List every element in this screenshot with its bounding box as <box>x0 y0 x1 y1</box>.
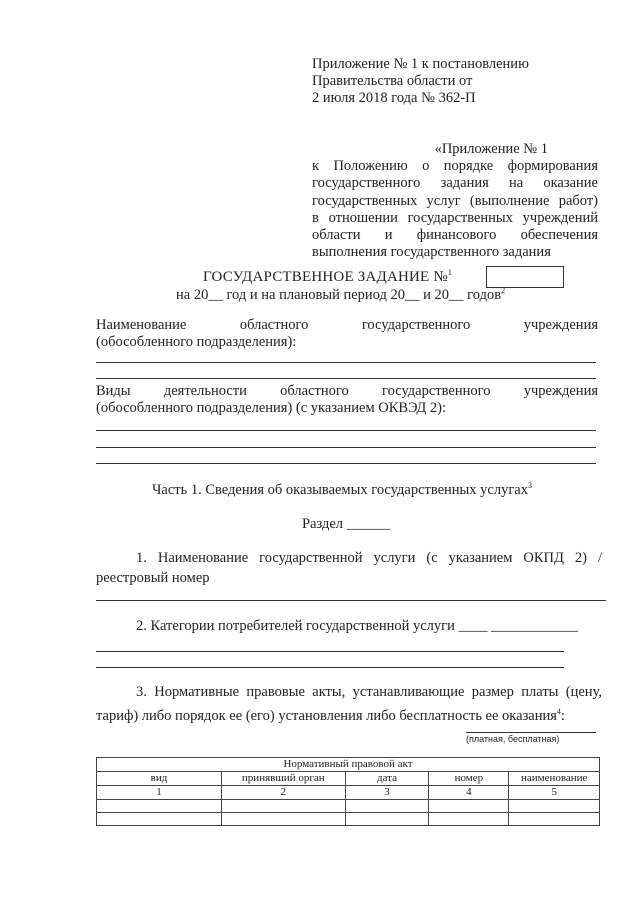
appendix-sub-line: выполнения государственного задания <box>312 244 551 261</box>
institution-name-block <box>96 317 598 351</box>
legal-acts-item <box>96 683 602 726</box>
column-header: принявший орган <box>221 772 345 786</box>
table-cell[interactable] <box>509 813 600 826</box>
part-heading-text: Часть 1. Сведения об оказываемых государственных услугах <box>152 481 528 498</box>
fill-line[interactable] <box>96 651 564 652</box>
fill-line[interactable] <box>96 600 606 601</box>
column-number: 4 <box>429 786 509 800</box>
appendix-sub-line: к Положению о порядке формирования <box>312 158 598 175</box>
assignment-number-field[interactable] <box>486 266 564 288</box>
footnote-mark: 1 <box>447 268 453 277</box>
service-name-line: 1. Наименование государственной услуги (с указанием ОКПД 2) / <box>136 550 602 566</box>
section-heading: Раздел ______ <box>302 516 391 532</box>
table-cell[interactable] <box>221 800 345 813</box>
footnote-mark: 3 <box>527 481 532 490</box>
table-cell[interactable] <box>429 813 509 826</box>
appendix-sub <box>312 141 598 261</box>
appendix-header-line: 2 июля 2018 года № 362-П <box>312 90 476 106</box>
table-header-row <box>97 758 600 772</box>
table-cell[interactable] <box>345 800 429 813</box>
table-number-row <box>97 786 600 800</box>
table-column-header-row <box>97 772 600 786</box>
column-number: 1 <box>97 786 222 800</box>
fill-line[interactable] <box>96 362 596 363</box>
appendix-header-line: Приложение № 1 к постановлению <box>312 56 529 72</box>
part-heading <box>152 481 532 499</box>
column-header: вид <box>97 772 222 786</box>
service-name-item <box>96 548 602 588</box>
column-number: 2 <box>221 786 345 800</box>
legal-acts-colon: : <box>560 707 565 724</box>
appendix-header-line: Правительства области от <box>312 73 473 89</box>
activity-types-line: Виды деятельности областного государственного учреждения <box>96 383 598 399</box>
appendix-sub-line: государственного задания на оказание <box>312 175 598 192</box>
table-cell[interactable] <box>345 813 429 826</box>
fill-line[interactable] <box>96 378 596 379</box>
table-row <box>97 813 600 826</box>
fill-line[interactable] <box>96 430 596 431</box>
legal-acts-line-text: тариф) либо порядок ее (его) установления либо бесплатность ее оказания <box>96 707 557 724</box>
column-number: 5 <box>509 786 600 800</box>
footnote-mark: 2 <box>501 286 506 295</box>
table-row <box>97 800 600 813</box>
table-group-header: Нормативный правовой акт <box>97 758 600 772</box>
institution-name-line: (обособленного подразделения): <box>96 334 297 350</box>
subtitle-text: на 20__ год и на плановый период 20__ и 20__ годов <box>176 286 502 303</box>
table-cell[interactable] <box>221 813 345 826</box>
table-cell[interactable] <box>509 800 600 813</box>
table-cell[interactable] <box>429 800 509 813</box>
title-text: ГОСУДАРСТВЕННОЕ ЗАДАНИЕ № <box>203 269 448 285</box>
column-header: номер <box>429 772 509 786</box>
legal-acts-line: 3. Нормативные правовые акты, устанавливающие размер платы (цену, <box>136 684 602 700</box>
fill-line[interactable] <box>96 463 596 464</box>
activity-types-line: (обособленного подразделения) (с указанием ОКВЭД 2): <box>96 400 447 416</box>
activity-types-block <box>96 383 598 417</box>
column-header: дата <box>345 772 429 786</box>
document-subtitle <box>176 286 505 304</box>
legal-acts-line <box>96 702 602 726</box>
legal-acts-table <box>96 757 600 826</box>
fill-line[interactable] <box>466 732 596 733</box>
appendix-header <box>312 56 529 107</box>
appendix-sub-line: «Приложение № 1 <box>434 141 548 157</box>
consumer-categories-item: 2. Категории потребителей государственной услуги ____ ____________ <box>136 618 579 634</box>
column-header: наименование <box>509 772 600 786</box>
service-name-line: реестровый номер <box>96 570 210 586</box>
appendix-sub-line: в отношении государственных учреждений <box>312 209 598 226</box>
fill-line[interactable] <box>96 667 564 668</box>
document-title <box>203 268 452 286</box>
appendix-sub-line: государственных услуг (выполнение работ) <box>312 192 598 209</box>
institution-name-line: Наименование областного государственного учреждения <box>96 317 598 333</box>
fill-hint: (платная, бесплатная) <box>466 734 560 744</box>
appendix-sub-line: области и финансового обеспечения <box>312 227 598 244</box>
table-cell[interactable] <box>97 813 222 826</box>
column-number: 3 <box>345 786 429 800</box>
fill-line[interactable] <box>96 447 596 448</box>
table-cell[interactable] <box>97 800 222 813</box>
footnote-mark: 4 <box>556 707 561 716</box>
